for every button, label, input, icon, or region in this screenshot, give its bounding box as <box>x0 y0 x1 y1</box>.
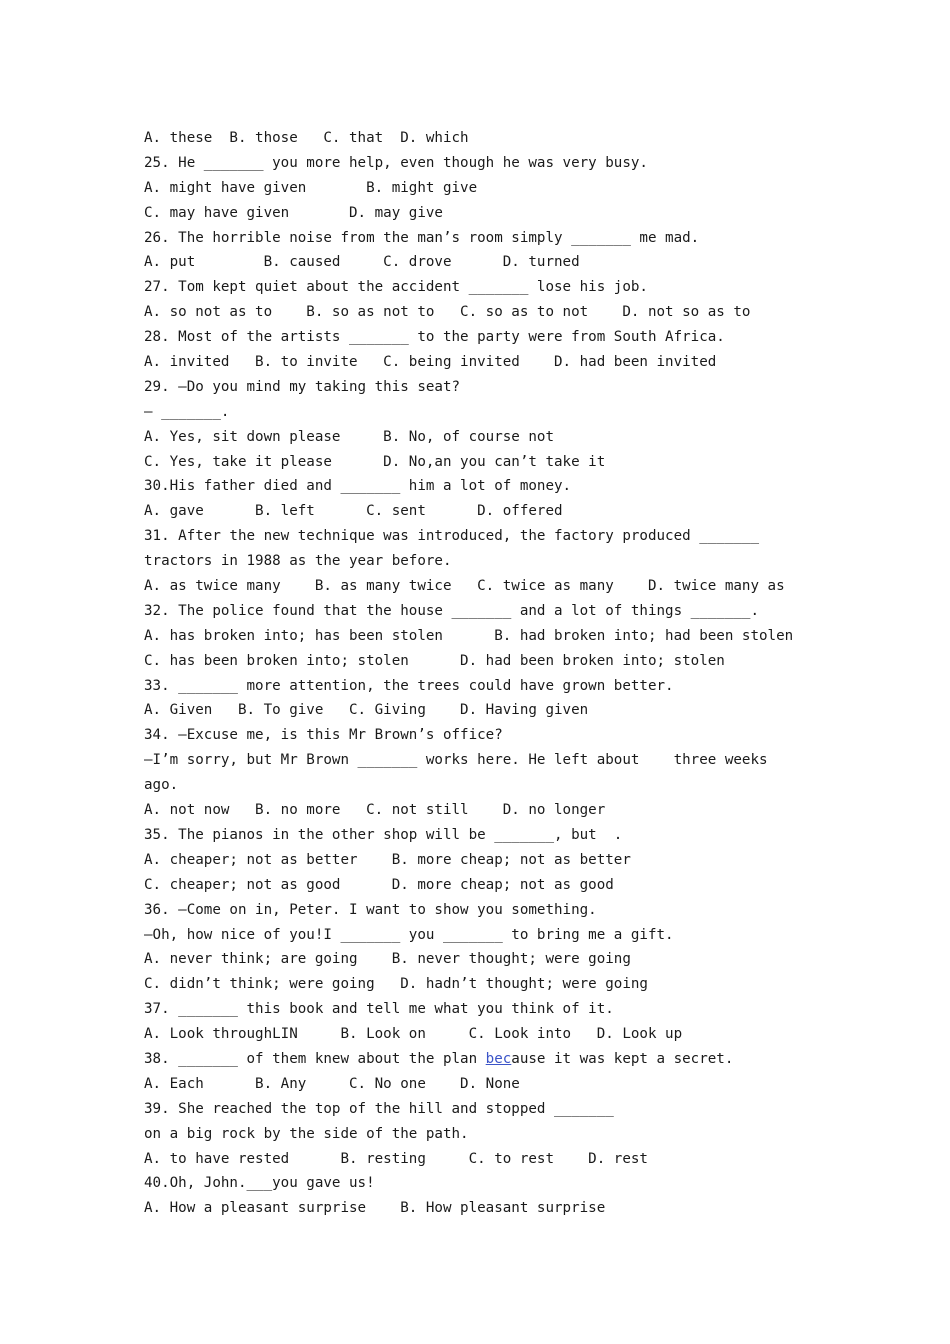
question-36: 36. —Come on in, Peter. I want to show you something. <box>144 901 597 918</box>
question-38-before: 38. _______ of them knew about the plan <box>144 1050 486 1067</box>
question-39-cont: on a big rock by the side of the path. <box>144 1125 469 1142</box>
question-27: 27. Tom kept quiet about the accident _______ lose his job. <box>144 279 648 296</box>
answer-options-25-cd: C. may have given D. may give <box>144 204 443 221</box>
answer-options-40: A. How a pleasant surprise B. How pleasant surprise <box>144 1200 606 1217</box>
question-30: 30.His father died and _______ him a lot of money. <box>144 478 572 495</box>
question-31-cont: tractors in 1988 as the year before. <box>144 553 452 570</box>
question-25: 25. He _______ you more help, even though he was very busy. <box>144 154 648 171</box>
question-38-after: ause it was kept a secret. <box>511 1050 734 1067</box>
answer-options-26: A. put B. caused C. drove D. turned <box>144 254 580 271</box>
question-39: 39. She reached the top of the hill and stopped _______ <box>144 1100 614 1117</box>
answer-options-28: A. invited B. to invite C. being invited D. had been invited <box>144 354 717 371</box>
question-38 <box>144 1047 844 1072</box>
question-34-cont: ago. <box>144 777 179 794</box>
question-35: 35. The pianos in the other shop will be _______, but . <box>144 826 623 843</box>
question-34-reply: —I’m sorry, but Mr Brown _______ works here. He left about three weeks <box>144 752 768 769</box>
question-40: 40.Oh, John.___you gave us! <box>144 1175 375 1192</box>
question-31: 31. After the new technique was introduced, the factory produced _______ <box>144 528 759 545</box>
answer-options-35-ab: A. cheaper; not as better B. more cheap; not as better <box>144 851 631 868</box>
answer-options-27: A. so not as to B. so as not to C. so as to not D. not so as to <box>144 304 751 321</box>
question-32: 32. The police found that the house _______ and a lot of things _______. <box>144 602 759 619</box>
answer-options-32-cd: C. has been broken into; stolen D. had been broken into; stolen <box>144 652 725 669</box>
question-36-reply: —Oh, how nice of you!I _______ you _______ to bring me a gift. <box>144 926 674 943</box>
question-34: 34. —Excuse me, is this Mr Brown’s office? <box>144 727 503 744</box>
answer-options-36-ab: A. never think; are going B. never thought; were going <box>144 951 631 968</box>
question-29: 29. —Do you mind my taking this seat? <box>144 378 461 395</box>
answer-options-35-cd: C. cheaper; not as good D. more cheap; not as good <box>144 876 614 893</box>
answer-options-33: A. Given B. To give C. Giving D. Having given <box>144 702 589 719</box>
answer-options-34: A. not now B. no more C. not still D. no longer <box>144 802 606 819</box>
answer-options-39: A. to have rested B. resting C. to rest D. rest <box>144 1150 648 1167</box>
question-list <box>144 126 844 1221</box>
answer-options-31: A. as twice many B. as many twice C. twice as many D. twice many as <box>144 578 785 595</box>
answer-options-38: A. Each B. Any C. No one D. None <box>144 1075 520 1092</box>
answer-options-29-ab: A. Yes, sit down please B. No, of course not <box>144 428 554 445</box>
question-28: 28. Most of the artists _______ to the party were from South Africa. <box>144 329 725 346</box>
answer-options-25-ab: A. might have given B. might give <box>144 179 478 196</box>
question-37: 37. _______ this book and tell me what you think of it. <box>144 1001 614 1018</box>
answer-options-36-cd: C. didn’t think; were going D. hadn’t thought; were going <box>144 976 648 993</box>
question-29-reply: — _______. <box>144 403 230 420</box>
answer-options-30: A. gave B. left C. sent D. offered <box>144 503 563 520</box>
hyperlink[interactable]: bec <box>485 1050 512 1067</box>
answer-options-29-cd: C. Yes, take it please D. No,an you can’t take it <box>144 453 606 470</box>
question-33: 33. _______ more attention, the trees could have grown better. <box>144 677 674 694</box>
question-26: 26. The horrible noise from the man’s room simply _______ me mad. <box>144 229 700 246</box>
answer-options-37: A. Look throughLIN B. Look on C. Look into D. Look up <box>144 1026 683 1043</box>
answer-options-24: A. these B. those C. that D. which <box>144 130 469 146</box>
answer-options-32-ab: A. has broken into; has been stolen B. had broken into; had been stolen <box>144 627 794 644</box>
